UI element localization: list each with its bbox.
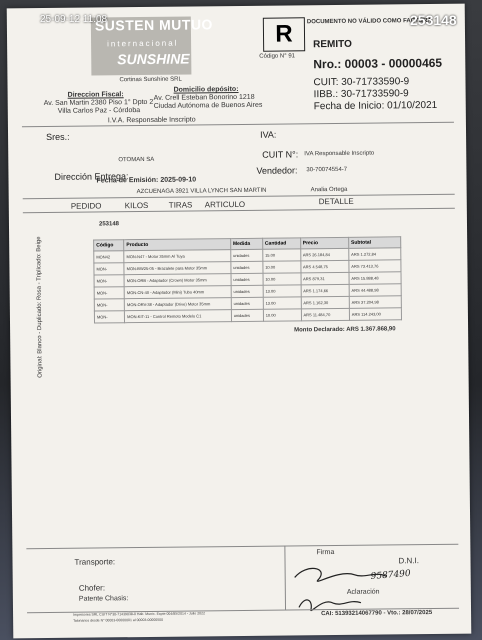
cell-producto: MON-ORB - Adaptador (Crown) Motor 35mm — [124, 274, 231, 287]
cell-precio: ARS 1.174,66 — [301, 284, 349, 297]
cai-info: CAI: 51393214067790 - Vto.: 28/07/2025 — [321, 609, 433, 618]
copies-note: Original: Blanco - Duplicado: Rosa - Triplicado: Beige — [36, 236, 44, 378]
sres-label: Sres.: — [46, 131, 70, 143]
cell-codigo: MON- — [94, 287, 124, 299]
brand-bottom: SUNSHINE — [117, 50, 190, 68]
fiscal-address-2: Villa Carlos Paz - Córdoba — [57, 107, 141, 115]
cell-subtotal: ARS 44.488,98 — [349, 284, 401, 297]
transporte-label: Transporte: — [74, 557, 116, 567]
iva-status: I.V.A. Responsable Inscripto — [107, 116, 196, 125]
col-articulo: ARTICULO — [204, 199, 246, 210]
col-detalle: DETALLE — [318, 196, 354, 207]
photo-timestamp: 25-09-12 11:08 — [40, 14, 108, 25]
firma-label: Firma — [316, 549, 335, 557]
cell-precio: ARS 4.548,75 — [300, 260, 348, 273]
deposit-address-2: Ciudad Autónoma de Buenos Aires — [153, 101, 263, 110]
fiscal-address-1: Av. San Martin 2380 Piso 1° Dpto 2 — [43, 98, 154, 108]
order-ref: 253148 — [98, 221, 120, 228]
printer-info-2: Talonarios desde N° 00003-00000001 al 00003-00000500 — [73, 617, 164, 623]
cell-cantidad: 10.00 — [263, 309, 301, 321]
signature-dni: 9587490 — [370, 568, 412, 583]
table-row — [94, 308, 401, 323]
cell-subtotal: ARS 73.413,76 — [349, 260, 401, 273]
not-valid-note: DOCUMENTO NO VÁLIDO COMO FACTURA — [306, 17, 432, 26]
col-pedido: PEDIDO — [70, 201, 102, 211]
cell-medida: unidades — [231, 273, 263, 285]
cell-codigo: MON- — [94, 263, 124, 275]
declared-total: Monto Declarado: ARS 1.367.868,90 — [294, 326, 396, 334]
cell-cantidad: 13.00 — [263, 285, 301, 297]
items-table — [93, 236, 402, 323]
th-producto: Producto — [124, 239, 231, 251]
cell-medida: unidades — [231, 297, 263, 309]
aclaracion-label: Aclaración — [346, 588, 380, 596]
cuit-value: 30-70074554-7 — [306, 166, 348, 174]
client-divider — [23, 194, 455, 200]
issuer-cuit: CUIT: 30-71733590-9 — [313, 76, 410, 89]
document-type: REMITO — [313, 38, 352, 51]
cell-precio: ARS 26.184,84 — [300, 248, 348, 261]
cuit-label: CUIT N°: — [262, 149, 299, 160]
th-precio: Precio — [300, 237, 348, 249]
cell-producto: MON-KIT-11 - Control Remoto Modelo C1 — [125, 310, 232, 323]
photo-id: 253148 — [410, 12, 457, 28]
cell-medida: unidades — [231, 285, 263, 297]
cell-medida: unidades — [231, 249, 263, 261]
cell-cantidad: 10.00 — [263, 261, 301, 273]
cell-codigo: MON- — [94, 299, 124, 311]
cell-subtotal: ARS 37.204,98 — [349, 296, 401, 309]
cell-codigo: MON- — [94, 275, 124, 287]
cell-medida: unidades — [231, 261, 263, 273]
brand-top: SUSTEN MUTUO — [94, 16, 213, 34]
th-subtotal: Subtotal — [348, 237, 400, 249]
cell-cantidad: 10.00 — [263, 273, 301, 285]
remito-document — [7, 4, 472, 639]
document-number: Nro.: 00003 - 00000465 — [313, 55, 443, 72]
cell-subtotal: ARS 1.272,84 — [349, 248, 401, 261]
cell-cantidad: 15.00 — [262, 249, 300, 261]
cell-producto: MON-CN-40 - Adaptador (Mini) Tubo 40mm — [124, 286, 231, 299]
iva-label: IVA: — [259, 129, 277, 140]
footer-divider — [26, 544, 458, 550]
seller-value: Analia Ortega — [310, 186, 348, 194]
emission-date: Fecha de Emisión: 2025-09-10 — [96, 176, 197, 185]
col-kilos: KILOS — [124, 200, 149, 211]
cell-cantidad: 13.00 — [263, 297, 301, 309]
th-cantidad: Cantidad — [262, 238, 300, 249]
col-tiras: TIRAS — [168, 200, 193, 210]
cell-medida: unidades — [231, 309, 263, 321]
company-name: Cortinas Sunshine SRL — [119, 76, 182, 84]
cell-producto: MON-N47 - Motor 35mm Al Tuya — [124, 250, 231, 263]
cell-codigo: MON42 — [94, 251, 124, 263]
footer-vertical-divider — [284, 546, 286, 610]
cell-precio: ARS 879,31 — [301, 272, 349, 285]
th-codigo: Código — [94, 240, 124, 251]
seller-label: Vendedor: — [256, 165, 298, 176]
cell-codigo: MON- — [94, 311, 124, 323]
cell-subtotal: ARS 15.888,48 — [349, 272, 401, 285]
issuer-iibb: IIBB.: 30-71733590-9 — [313, 88, 409, 101]
brand-sub: internacional — [107, 38, 179, 49]
cell-precio: ARS 1.162,30 — [301, 296, 349, 309]
signature-strokes — [288, 554, 459, 616]
cell-subtotal: ARS 114.243,00 — [349, 308, 401, 321]
document-code: Código N° 91 — [259, 53, 296, 60]
document-letter: R — [263, 17, 305, 51]
cell-producto: MON-ORV-38 - Adaptador (Drive) Motor 35mm — [124, 298, 231, 311]
header-divider — [22, 122, 454, 128]
deposit-address-1: Av. Crell Esteban Bonorino 1218 — [153, 93, 255, 102]
deposit-label: Domicilio depósito: — [173, 85, 239, 94]
fiscal-label: Direccion Fiscal: — [67, 91, 124, 99]
chofer-label: Chofer: — [78, 583, 106, 593]
issuer-start-date: Fecha de Inicio: 01/10/2021 — [313, 99, 438, 113]
printer-info-1: Impresores SRL CUIT N°30-71439038-0 Hab. Munic. Expte 004/85/2014 - Julio 2022 — [73, 611, 206, 617]
address-value: AZCUENAGA 3921 VILLA LYNCH SAN MARTIN — [136, 187, 267, 196]
th-medida: Medida — [230, 238, 262, 249]
cell-precio: ARS 11.484,70 — [301, 308, 349, 321]
sres-value: OTOMAN SA — [118, 156, 155, 164]
dni-label: D.N.I. — [398, 556, 420, 566]
address-label: Dirección Entrega: — [54, 171, 129, 182]
cell-producto: MON-BW25-05 - Brazalete para Motor 35mm — [124, 262, 231, 275]
patente-label: Patente Chasis: — [78, 595, 129, 603]
iva-value: IVA Responsable Inscripto — [304, 150, 375, 158]
